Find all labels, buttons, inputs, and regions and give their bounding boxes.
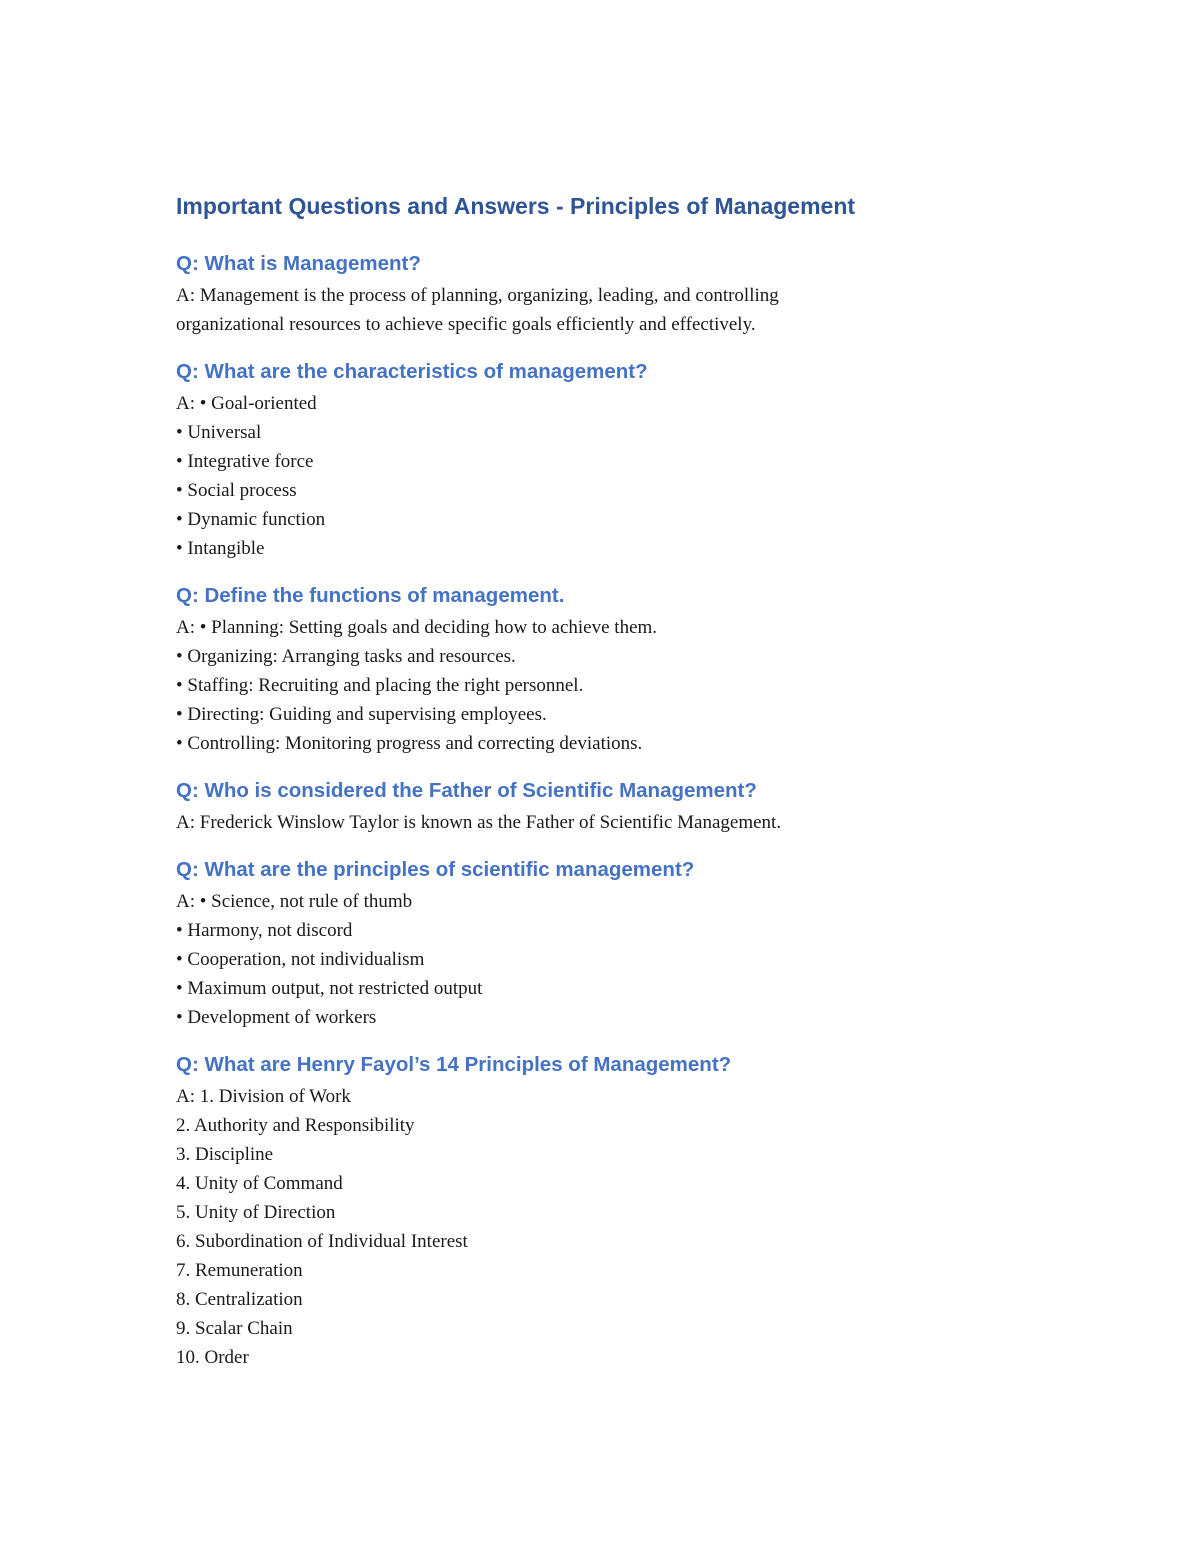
answer-line: • Dynamic function — [176, 509, 326, 530]
answer-line: A: Management is the process of planning, organizing, leading, and controlling — [176, 285, 779, 306]
question-heading: Q: What are the principles of scientific management? — [176, 858, 695, 881]
answer-text — [176, 887, 1076, 1032]
question-heading: Q: What is Management? — [176, 252, 421, 275]
answer-line: • Universal — [176, 422, 262, 443]
qa-section — [176, 581, 1076, 758]
answer-line: 7. Remuneration — [176, 1260, 303, 1281]
answer-line: A: • Science, not rule of thumb — [176, 891, 413, 912]
answer-line: • Maximum output, not restricted output — [176, 978, 483, 999]
answer-text — [176, 613, 1076, 758]
answer-line: A: Frederick Winslow Taylor is known as the Father of Scientific Management. — [176, 812, 782, 833]
answer-line: • Intangible — [176, 538, 265, 559]
answer-line: organizational resources to achieve specific goals efficiently and effectively. — [176, 314, 756, 335]
qa-section — [176, 1050, 1076, 1372]
answer-text — [176, 389, 1076, 563]
answer-line: A: • Goal-oriented — [176, 393, 317, 414]
answer-line: • Directing: Guiding and supervising employees. — [176, 704, 547, 725]
answer-text — [176, 1082, 1076, 1372]
answer-line: 8. Centralization — [176, 1289, 303, 1310]
answer-line: 2. Authority and Responsibility — [176, 1115, 415, 1136]
answer-line: 3. Discipline — [176, 1144, 274, 1165]
answer-text — [176, 808, 1076, 837]
answer-line: • Harmony, not discord — [176, 920, 353, 941]
question-heading: Q: Define the functions of management. — [176, 584, 565, 607]
answer-line: • Cooperation, not individualism — [176, 949, 425, 970]
document-title: Important Questions and Answers - Principles of Management — [176, 193, 856, 219]
answer-line: 5. Unity of Direction — [176, 1202, 336, 1223]
answer-line: • Development of workers — [176, 1007, 377, 1028]
qa-section — [176, 776, 1076, 837]
document-page — [176, 190, 1076, 1390]
answer-line: 6. Subordination of Individual Interest — [176, 1231, 468, 1252]
answer-line: • Integrative force — [176, 451, 314, 472]
question-heading: Q: What are the characteristics of management? — [176, 360, 648, 383]
qa-section — [176, 357, 1076, 563]
qa-section — [176, 249, 1076, 339]
answer-text — [176, 281, 1076, 339]
answer-line: • Organizing: Arranging tasks and resources. — [176, 646, 516, 667]
answer-line: 4. Unity of Command — [176, 1173, 343, 1194]
answer-line: • Staffing: Recruiting and placing the right personnel. — [176, 675, 584, 696]
answer-line: A: • Planning: Setting goals and deciding how to achieve them. — [176, 617, 658, 638]
answer-line: • Social process — [176, 480, 297, 501]
question-heading: Q: What are Henry Fayol’s 14 Principles of Management? — [176, 1053, 732, 1076]
question-heading: Q: Who is considered the Father of Scientific Management? — [176, 779, 757, 802]
qa-section — [176, 855, 1076, 1032]
answer-line: A: 1. Division of Work — [176, 1086, 351, 1107]
answer-line: 10. Order — [176, 1347, 249, 1368]
answer-line: 9. Scalar Chain — [176, 1318, 293, 1339]
answer-line: • Controlling: Monitoring progress and correcting deviations. — [176, 733, 643, 754]
